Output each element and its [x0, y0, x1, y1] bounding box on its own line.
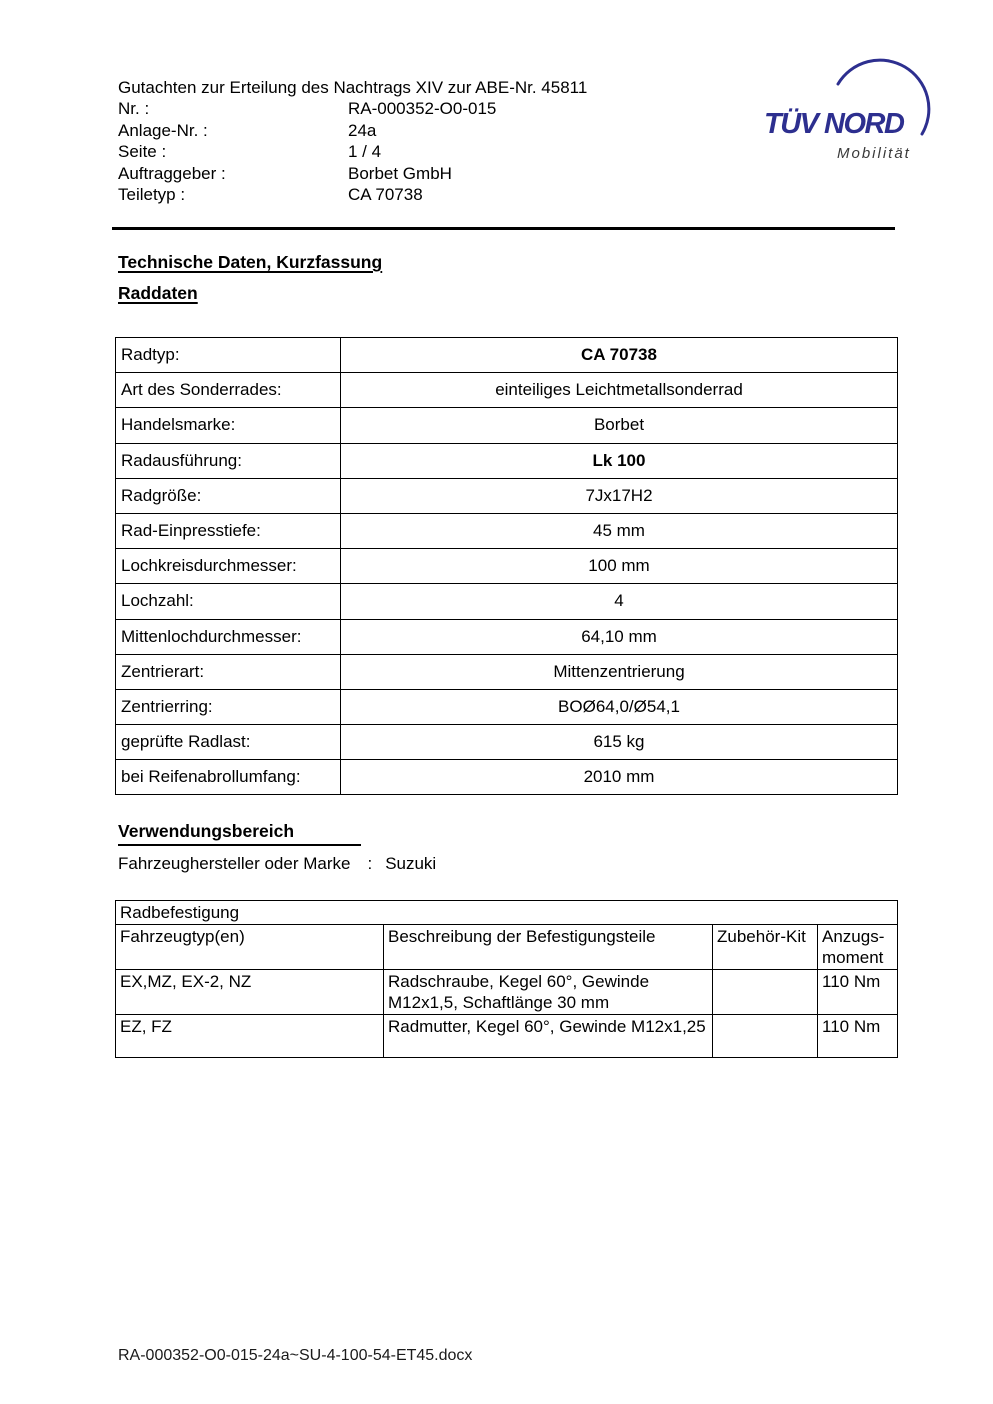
- raddaten-value: 2010 mm: [341, 760, 898, 795]
- raddaten-value: 7Jx17H2: [341, 478, 898, 513]
- raddaten-value: 4: [341, 584, 898, 619]
- field-value: 1 / 4: [348, 142, 382, 162]
- field-label: Auftraggeber :: [118, 163, 226, 183]
- table-row: [116, 373, 898, 408]
- table-row: [116, 970, 898, 1015]
- column-header-fahrzeugtyp: Fahrzeugtyp(en): [116, 925, 384, 970]
- header-field-auftraggeber: [118, 163, 587, 184]
- raddaten-value: Lk 100: [341, 443, 898, 478]
- table-row: [116, 478, 898, 513]
- raddaten-label: geprüfte Radlast:: [116, 725, 341, 760]
- anzugsmoment-cell: 110 Nm: [818, 1015, 898, 1058]
- fahrzeugtyp-cell: EX,MZ, EX-2, NZ: [116, 970, 384, 1015]
- logo-brand-text: TÜV NORD: [764, 108, 904, 140]
- table-row: [116, 513, 898, 548]
- table-row: [116, 338, 898, 373]
- raddaten-label: Rad-Einpresstiefe:: [116, 513, 341, 548]
- raddaten-label: Radtyp:: [116, 338, 341, 373]
- column-header-zubehoer-kit: Zubehör-Kit: [713, 925, 818, 970]
- footer-filename: RA-000352-O0-015-24a~SU-4-100-54-ET45.docx: [118, 1347, 473, 1364]
- beschreibung-cell: Radschraube, Kegel 60°, Gewinde M12x1,5, Schaftlänge 30 mm: [384, 970, 713, 1015]
- document-title: Gutachten zur Erteilung des Nachtrags XIV zur ABE-Nr. 45811: [118, 78, 588, 97]
- raddaten-value: 100 mm: [341, 549, 898, 584]
- raddaten-value: 64,10 mm: [341, 619, 898, 654]
- table-row: [116, 689, 898, 724]
- raddaten-label: bei Reifenabrollumfang:: [116, 760, 341, 795]
- zubehoer-cell: [713, 1015, 818, 1058]
- raddaten-value: 45 mm: [341, 513, 898, 548]
- header-field-teiletyp: [118, 184, 587, 205]
- header-field-seite: [118, 141, 587, 162]
- field-value: RA-000352-O0-015: [348, 99, 497, 119]
- raddaten-value: CA 70738: [341, 338, 898, 373]
- column-header-anzugsmoment: Anzugs-moment: [818, 925, 898, 970]
- header-field-nr: [118, 98, 587, 119]
- manufacturer-label: Fahrzeughersteller oder Marke: [118, 854, 351, 873]
- radbefestigung-table: [115, 900, 898, 1058]
- header-divider: [112, 227, 895, 230]
- manufacturer-line: [118, 854, 436, 874]
- table-row: [116, 619, 898, 654]
- table-row: [116, 584, 898, 619]
- raddaten-value: einteiliges Leichtmetallsonderrad: [341, 373, 898, 408]
- raddaten-label: Zentrierart:: [116, 654, 341, 689]
- field-value: 24a: [348, 120, 377, 140]
- table-caption-row: [116, 901, 898, 925]
- column-header-beschreibung: Beschreibung der Befestigungsteile: [384, 925, 713, 970]
- raddaten-label: Lochzahl:: [116, 584, 341, 619]
- table-row: [116, 443, 898, 478]
- anzugsmoment-cell: 110 Nm: [818, 970, 898, 1015]
- raddaten-label: Radausführung:: [116, 443, 341, 478]
- section-heading-raddaten: Raddaten: [118, 283, 198, 303]
- raddaten-table: [115, 337, 898, 795]
- raddaten-label: Zentrierring:: [116, 689, 341, 724]
- raddaten-value: Mittenzentrierung: [341, 654, 898, 689]
- raddaten-value: BOØ64,0/Ø54,1: [341, 689, 898, 724]
- field-value: CA 70738: [348, 185, 423, 205]
- field-value: Borbet GmbH: [348, 163, 452, 183]
- field-label: Anlage-Nr. :: [118, 120, 208, 140]
- raddaten-value: Borbet: [341, 408, 898, 443]
- table-row: [116, 1015, 898, 1058]
- field-label: Nr. :: [118, 99, 150, 119]
- manufacturer-value: Suzuki: [385, 854, 437, 873]
- table-row: [116, 549, 898, 584]
- raddaten-label: Mittenlochdurchmesser:: [116, 619, 341, 654]
- logo-tagline: Mobilität: [837, 145, 911, 162]
- table-row: [116, 760, 898, 795]
- document-header: [118, 77, 587, 205]
- field-label: Teiletyp :: [118, 185, 186, 205]
- radbefestigung-caption: Radbefestigung: [116, 901, 898, 925]
- header-field-anlage: [118, 120, 587, 141]
- raddaten-value: 615 kg: [341, 725, 898, 760]
- manufacturer-separator: :: [367, 854, 373, 873]
- field-label: Seite :: [118, 142, 167, 162]
- table-header-row: [116, 925, 898, 970]
- table-row: [116, 408, 898, 443]
- section-heading-verwendungsbereich: Verwendungsbereich: [118, 821, 361, 846]
- raddaten-label: Lochkreisdurchmesser:: [116, 549, 341, 584]
- fahrzeugtyp-cell: EZ, FZ: [116, 1015, 384, 1058]
- beschreibung-cell: Radmutter, Kegel 60°, Gewinde M12x1,25: [384, 1015, 713, 1058]
- raddaten-label: Radgröße:: [116, 478, 341, 513]
- zubehoer-cell: [713, 970, 818, 1015]
- table-row: [116, 654, 898, 689]
- tuev-nord-logo: [738, 48, 978, 178]
- table-row: [116, 725, 898, 760]
- section-heading-technische-daten: Technische Daten, Kurzfassung: [118, 252, 383, 272]
- raddaten-label: Handelsmarke:: [116, 408, 341, 443]
- raddaten-label: Art des Sonderrades:: [116, 373, 341, 408]
